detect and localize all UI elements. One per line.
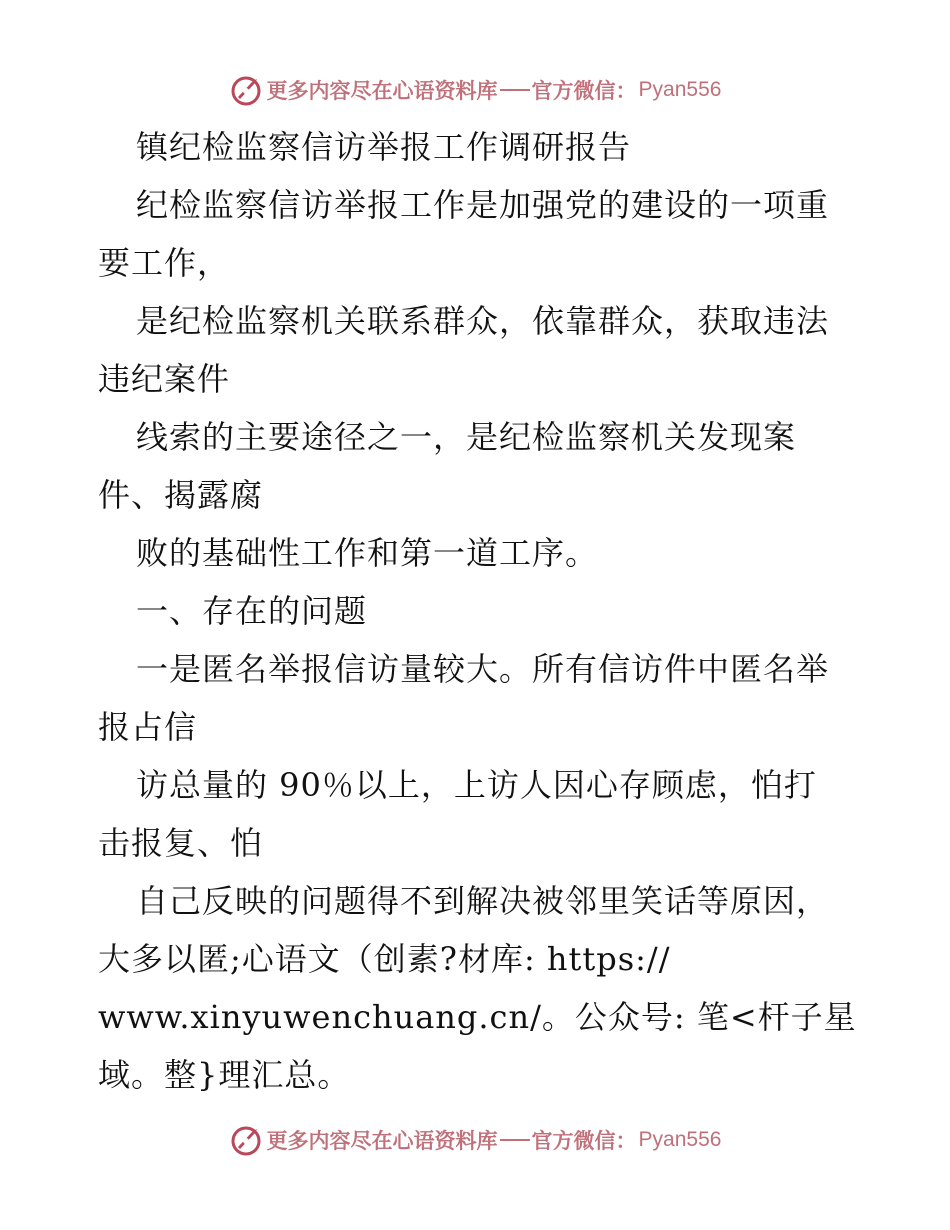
- banner-wechat-id: Pyan556: [638, 78, 722, 101]
- banner-divider: [500, 1139, 530, 1141]
- document-title: 镇纪检监察信访举报工作调研报告: [136, 128, 632, 166]
- section-heading: 一、存在的问题: [136, 592, 368, 630]
- paragraph-line: 报占信: [98, 708, 198, 746]
- paragraph-line: www.xinyuwenchuang.cn/。公众号: 笔<杆子星: [98, 998, 857, 1036]
- quill-pen-logo-icon: [229, 73, 263, 107]
- banner-divider: [500, 89, 530, 91]
- header-watermark-banner: [0, 68, 950, 112]
- paragraph-line: 线索的主要途径之一，是纪检监察机关发现案: [136, 418, 797, 456]
- paragraph-line: 要工作，: [98, 244, 231, 282]
- footer-watermark-banner: [0, 1118, 950, 1162]
- paragraph-line: 大多以匿;心语文（创素?材库: https://: [98, 940, 671, 978]
- paragraph-line: 自己反映的问题得不到解决被邻里笑话等原因，: [136, 882, 830, 920]
- banner-wechat-label: 官方微信：: [531, 78, 637, 103]
- paragraph-line: 违纪案件: [98, 360, 231, 398]
- quill-pen-logo-icon: [229, 1123, 263, 1157]
- document-body: [98, 118, 868, 1104]
- banner-wechat-id: Pyan556: [638, 1128, 722, 1151]
- paragraph-line: 击报复、怕: [98, 824, 264, 862]
- paragraph-line: 纪检监察信访举报工作是加强党的建设的一项重: [136, 186, 830, 224]
- banner-slogan: 更多内容尽在心语资料库: [266, 1128, 498, 1153]
- banner-wechat-label: 官方微信：: [531, 1128, 637, 1153]
- paragraph-line: 件、揭露腐: [98, 476, 264, 514]
- paragraph-line: 访总量的 90％以上，上访人因心存顾虑，怕打: [136, 766, 817, 804]
- banner-slogan: 更多内容尽在心语资料库: [266, 78, 498, 103]
- paragraph-line: 败的基础性工作和第一道工序。: [136, 534, 599, 572]
- paragraph-line: 是纪检监察机关联系群众，依靠群众，获取违法: [136, 302, 830, 340]
- paragraph-line: 域。整}理汇总。: [98, 1056, 351, 1094]
- paragraph-line: 一是匿名举报信访量较大。所有信访件中匿名举: [136, 650, 830, 688]
